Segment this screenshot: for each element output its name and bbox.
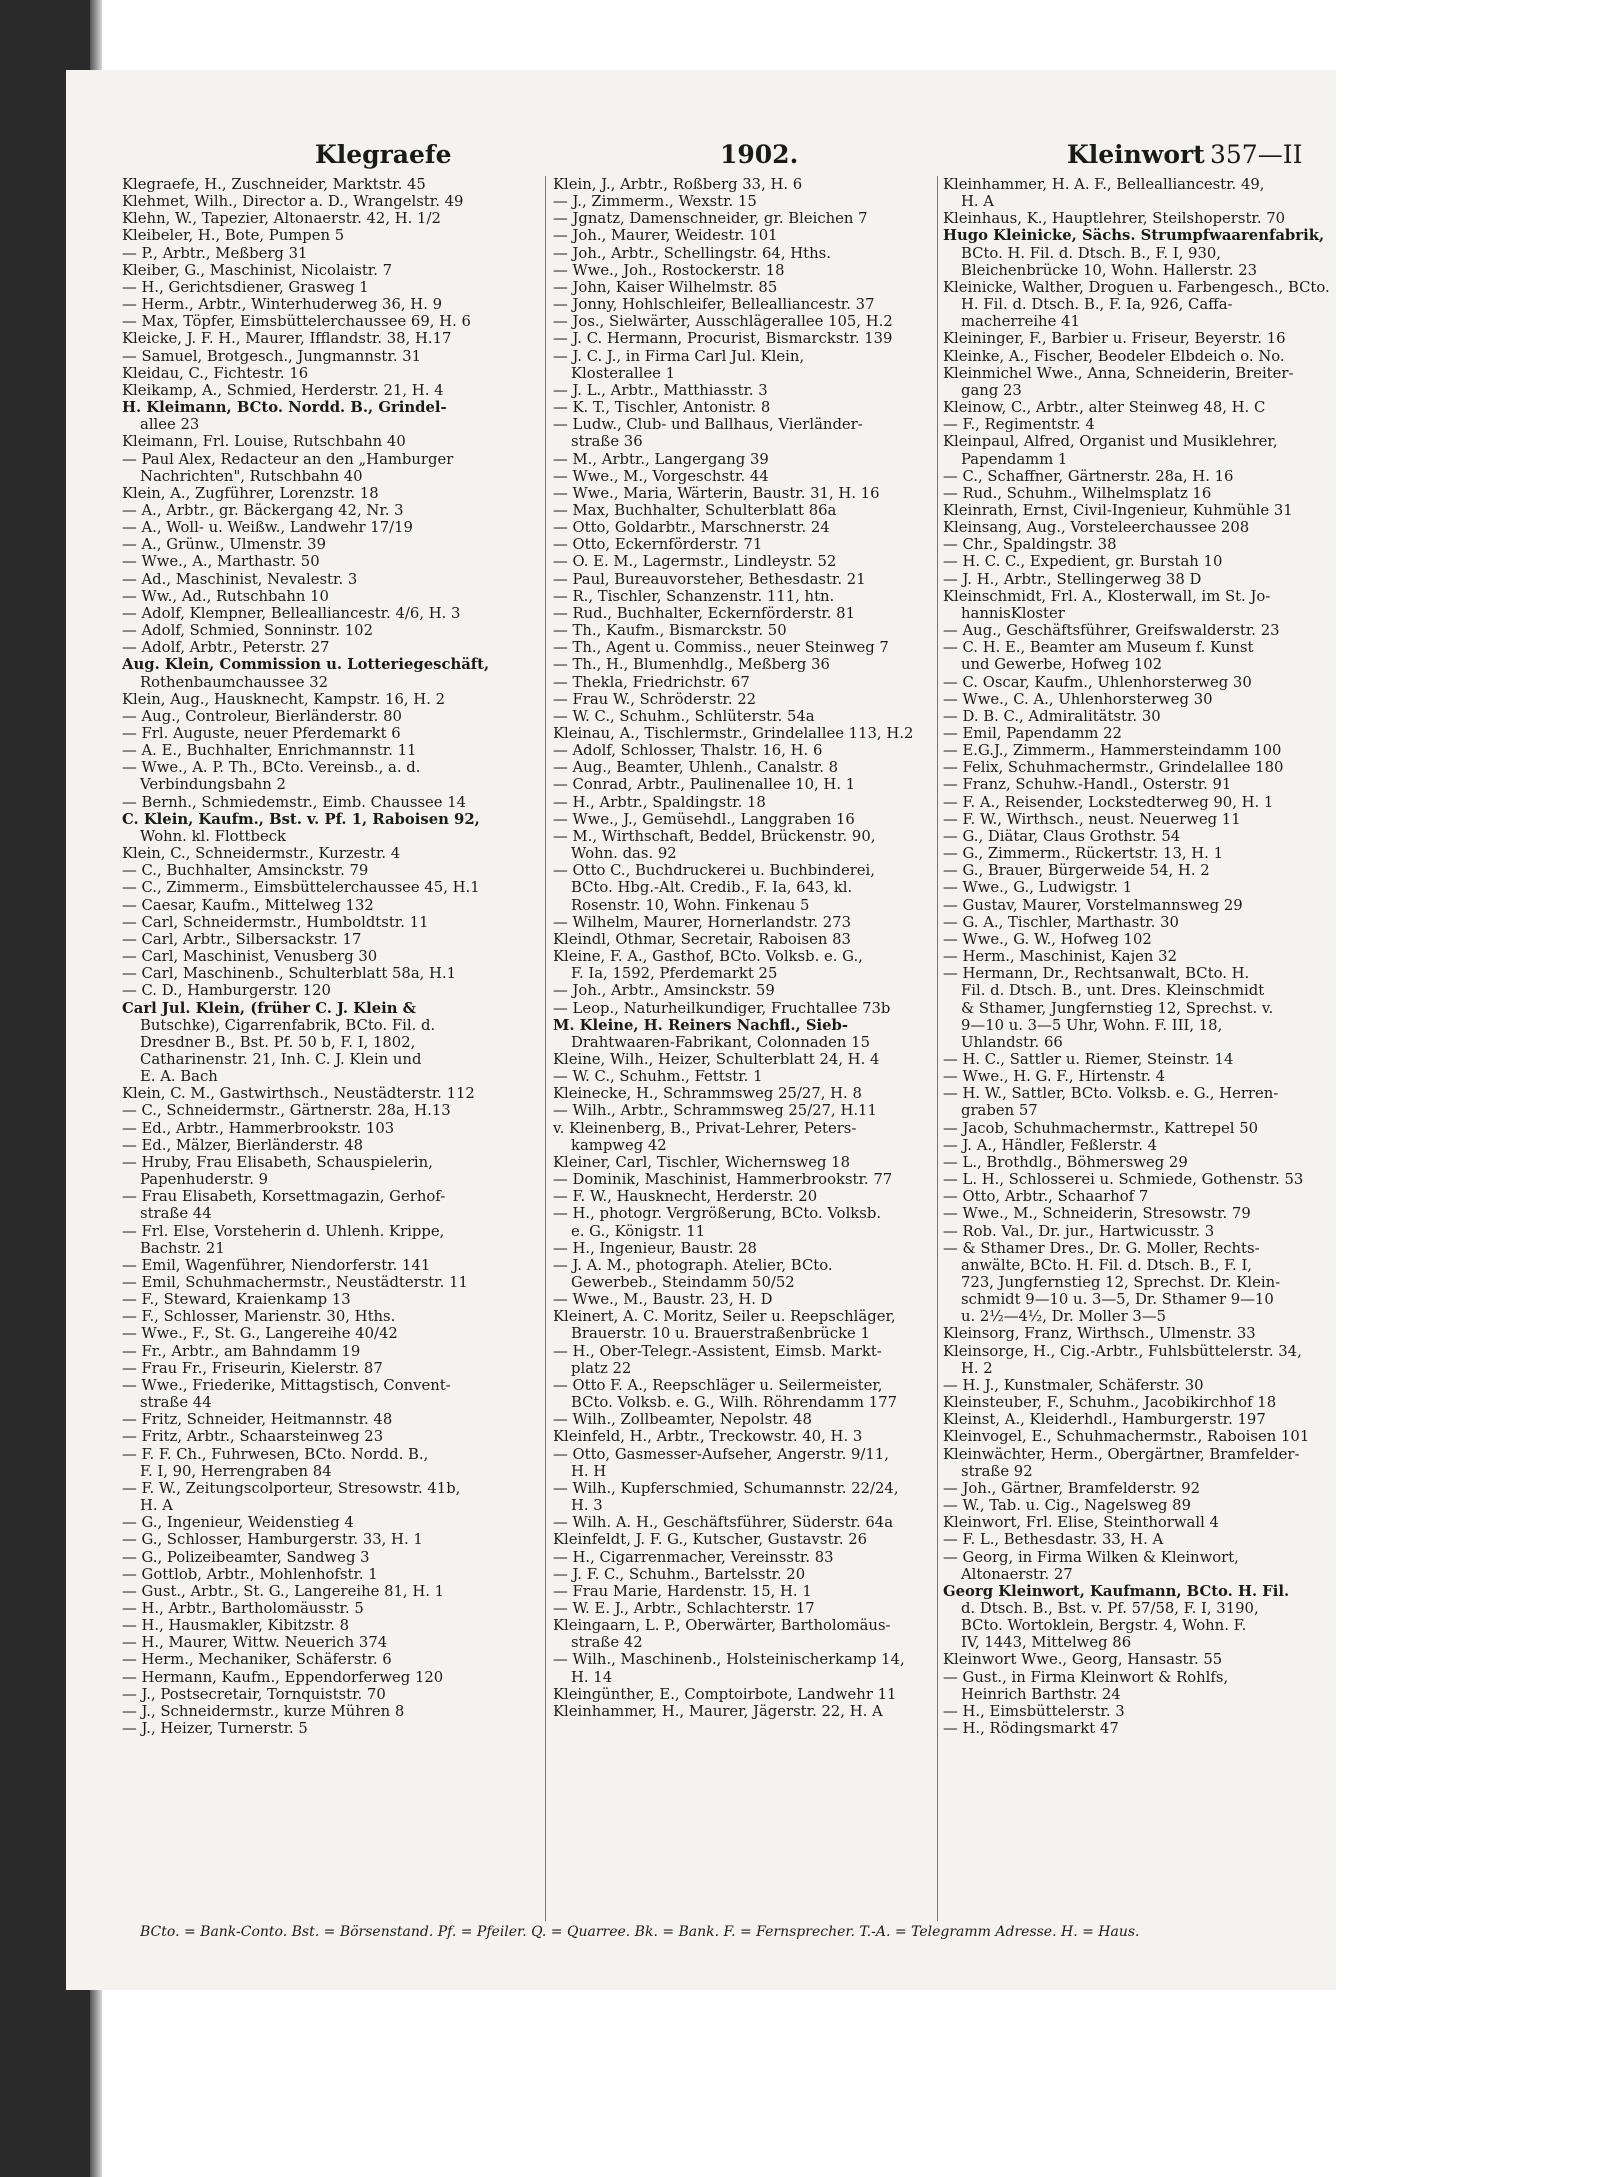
directory-entry-line: — M., Wirthschaft, Beddel, Brückenstr. 90,: [553, 827, 876, 845]
directory-entry-line: Kleimann, Frl. Louise, Rutschbahn 40: [122, 433, 406, 451]
directory-entry-line: — F., Regimentstr. 4: [943, 416, 1095, 434]
directory-entry-line: & Sthamer, Jungfernstieg 12, Sprechst. v.: [961, 999, 1274, 1017]
directory-entry-line: — L. H., Schlosserei u. Schmiede, Gothenstr. 53: [943, 1171, 1304, 1189]
directory-entry-line: — Wwe., Maria, Wärterin, Baustr. 31, H. 16: [553, 484, 880, 502]
directory-entry-line: Nachrichten", Rutschbahn 40: [140, 467, 363, 485]
directory-entry-line: straße 44: [140, 1205, 212, 1223]
directory-entry-line: — Wwe., H. G. F., Hirtenstr. 4: [943, 1068, 1166, 1086]
directory-entry-line: Rosenstr. 10, Wohn. Finkenau 5: [571, 896, 810, 914]
directory-entry-line: Kleidau, C., Fichtestr. 16: [122, 364, 309, 382]
directory-entry-line: — Rud., Schuhm., Wilhelmsplatz 16: [943, 484, 1212, 502]
directory-entry-line: — Wwe., F., St. G., Langereihe 40/42: [122, 1325, 398, 1343]
directory-entry-line: F. Ia, 1592, Pferdemarkt 25: [571, 965, 778, 983]
directory-entry-line: — Carl, Schneidermstr., Humboldtstr. 11: [122, 913, 429, 931]
directory-entry-line: — H. C. C., Expedient, gr. Burstah 10: [943, 553, 1223, 571]
directory-entry-line: — C., Schaffner, Gärtnerstr. 28a, H. 16: [943, 467, 1234, 485]
directory-entry-line: straße 44: [140, 1394, 212, 1412]
directory-entry-line: — A., Grünw., Ulmenstr. 39: [122, 536, 327, 554]
directory-entry-line: straße 92: [961, 1462, 1033, 1480]
directory-entry-line: — J., Zimmerm., Wexstr. 15: [553, 193, 757, 211]
directory-entry-line: — Joh., Arbtr., Schellingstr. 64, Hths.: [553, 244, 831, 262]
directory-entry-line: — O. E. M., Lagermstr., Lindleystr. 52: [553, 553, 837, 571]
directory-entry-line: BCto. Hbg.-Alt. Credib., F. Ia, 643, kl.: [571, 879, 853, 897]
directory-entry-line: graben 57: [961, 1102, 1038, 1120]
directory-entry-line: Kleinhaus, K., Hauptlehrer, Steilshoperstr. 70: [943, 210, 1286, 228]
directory-entry-line: Wohn. kl. Flottbeck: [140, 827, 286, 845]
directory-entry-line: — Wwe., M., Schneiderin, Stresowstr. 79: [943, 1205, 1251, 1223]
directory-entry-line: — Wilhelm, Maurer, Hornerlandstr. 273: [553, 913, 851, 931]
directory-entry-line: Kleinsorge, H., Cig.-Arbtr., Fuhlsbüttelerstr. 34,: [943, 1342, 1302, 1360]
directory-entry-line: Kleinrath, Ernst, Civil-Ingenieur, Kuhmühle 31: [943, 501, 1293, 519]
directory-entry-line: — Ludw., Club- und Ballhaus, Vierländer-: [553, 416, 863, 434]
directory-entry-line: gang 23: [961, 381, 1022, 399]
directory-entry-line: — Max, Buchhalter, Schulterblatt 86a: [553, 501, 837, 519]
directory-entry-line: H. H: [571, 1462, 607, 1480]
directory-entry-line: — Emil, Wagenführer, Niendorferstr. 141: [122, 1256, 431, 1274]
directory-entry-line: Kleinst, A., Kleiderhdl., Hamburgerstr. 197: [943, 1411, 1266, 1429]
directory-entry-line: d. Dtsch. B., Bst. v. Pf. 57/58, F. I, 3190,: [961, 1599, 1259, 1617]
directory-entry-line: Kleinsang, Aug., Vorsteleerchaussee 208: [943, 519, 1250, 537]
directory-entry-line: Kleinicke, Walther, Droguen u. Farbengesch., BCto.: [943, 278, 1330, 296]
directory-entry-line: — H., Arbtr., Bartholomäusstr. 5: [122, 1599, 364, 1617]
directory-entry-line: — C., Schneidermstr., Gärtnerstr. 28a, H.13: [122, 1102, 451, 1120]
directory-entry-line: — Otto, Arbtr., Schaarhof 7: [943, 1188, 1149, 1206]
directory-entry-line: — Herm., Arbtr., Winterhuderweg 36, H. 9: [122, 296, 443, 314]
directory-entry-line: Bleichenbrücke 10, Wohn. Hallerstr. 23: [961, 261, 1258, 279]
directory-entry-line: 723, Jungfernstieg 12, Sprechst. Dr. Klein-: [961, 1274, 1281, 1291]
directory-entry-line: Rothenbaumchaussee 32: [140, 673, 329, 691]
directory-entry-line: — Bernh., Schmiedemstr., Eimb. Chaussee 14: [122, 793, 467, 811]
directory-entry-line: — C., Buchhalter, Amsinckstr. 79: [122, 862, 369, 880]
directory-entry-line: — F. L., Bethesdastr. 33, H. A: [943, 1531, 1164, 1549]
directory-entry-line: — Otto F. A., Reepschläger u. Seilermeister,: [553, 1376, 883, 1394]
directory-entry-line: Kleindl, Othmar, Secretair, Raboisen 83: [553, 930, 851, 948]
directory-entry-line: IV, 1443, Mittelweg 86: [961, 1634, 1132, 1652]
directory-entry-line: — Franz, Schuhw.-Handl., Osterstr. 91: [943, 776, 1232, 794]
directory-entry-line: H. Fil. d. Dtsch. B., F. Ia, 926, Caffa-: [961, 296, 1233, 314]
directory-entry-line: — Wwe., A., Marthastr. 50: [122, 553, 320, 571]
directory-entry-line: — F. W., Zeitungscolporteur, Stresowstr. 41b,: [122, 1479, 461, 1497]
directory-entry-line: Butschke), Cigarrenfabrik, BCto. Fil. d.: [140, 1016, 436, 1034]
directory-entry-line: — Frau Fr., Friseurin, Kielerstr. 87: [122, 1359, 383, 1377]
directory-entry-line: Kleinwächter, Herm., Obergärtner, Bramfelder-: [943, 1445, 1300, 1463]
directory-entry-line: Heinrich Barthstr. 24: [961, 1685, 1121, 1703]
directory-entry-line: — Otto, Gasmesser-Aufseher, Angerstr. 9/11,: [553, 1445, 889, 1463]
directory-entry-line: Klein, Aug., Hausknecht, Kampstr. 16, H. 2: [122, 690, 446, 708]
directory-entry-line: — Fritz, Schneider, Heitmannstr. 48: [122, 1411, 393, 1429]
directory-entry-line: H. 3: [571, 1497, 603, 1515]
directory-entry-line: F. I, 90, Herrengraben 84: [140, 1462, 332, 1480]
directory-entry-line: — F. A., Reisender, Lockstedterweg 90, H. 1: [943, 793, 1274, 811]
directory-entry-line: anwälte, BCto. H. Fil. d. Dtsch. B., F. I,: [961, 1256, 1253, 1274]
directory-entry-line: Kleikamp, A., Schmied, Herderstr. 21, H. 4: [122, 381, 444, 399]
directory-entry-line: — G., Ingenieur, Weidenstieg 4: [122, 1514, 354, 1532]
directory-entry-line: Kleininger, F., Barbier u. Friseur, Beyerstr. 16: [943, 330, 1286, 348]
directory-entry-line: Bachstr. 21: [140, 1239, 225, 1257]
directory-entry-line: e. G., Königstr. 11: [571, 1222, 706, 1240]
directory-entry-line: — H., Hausmakler, Kibitzstr. 8: [122, 1617, 350, 1635]
directory-column-1: [122, 176, 540, 1921]
directory-entry-line: Kleinow, C., Arbtr., alter Steinweg 48, H. C: [943, 399, 1266, 417]
directory-entry-line: H. Kleimann, BCto. Nordd. B., Grindel-: [122, 399, 447, 417]
directory-entry-line: — Felix, Schuhmachermstr., Grindelallee 180: [943, 759, 1284, 777]
directory-entry-line: Kleinwort, Frl. Elise, Steinthorwall 4: [943, 1514, 1219, 1532]
directory-entry-line: — H., photogr. Vergrößerung, BCto. Volksb.: [553, 1205, 882, 1223]
directory-entry-line: — H., Rödingsmarkt 47: [943, 1720, 1119, 1738]
directory-entry-line: — & Sthamer Dres., Dr. G. Moller, Rechts-: [943, 1239, 1260, 1257]
directory-entry-line: — G., Schlosser, Hamburgerstr. 33, H. 1: [122, 1531, 423, 1549]
directory-entry-line: Altonaerstr. 27: [961, 1565, 1073, 1583]
directory-entry-line: Kleinke, A., Fischer, Beodeler Elbdeich o. No.: [943, 347, 1285, 365]
directory-entry-line: H. 2: [961, 1359, 993, 1377]
directory-entry-line: Kleinfeld, H., Arbtr., Treckowstr. 40, H. 3: [553, 1428, 863, 1446]
directory-entry-line: — John, Kaiser Wilhelmstr. 85: [553, 278, 778, 296]
directory-entry-line: — Joh., Arbtr., Amsinckstr. 59: [553, 982, 775, 1000]
directory-entry-line: — Carl, Arbtr., Silbersackstr. 17: [122, 930, 362, 948]
directory-entry-line: Klein, A., Zugführer, Lorenzstr. 18: [122, 484, 379, 502]
directory-column-2: [553, 176, 933, 1921]
directory-entry-line: — Frau W., Schröderstr. 22: [553, 690, 757, 708]
directory-entry-line: — Wwe., Joh., Rostockerstr. 18: [553, 261, 785, 279]
directory-entry-line: — J., Schneidermstr., kurze Mühren 8: [122, 1702, 405, 1720]
directory-entry-line: — J. C. Hermann, Procurist, Bismarckstr. 139: [553, 330, 893, 348]
directory-entry-line: — C. Oscar, Kaufm., Uhlenhorsterweg 30: [943, 673, 1252, 691]
directory-entry-line: — M., Arbtr., Langergang 39: [553, 450, 769, 468]
directory-entry-line: — H. W., Sattler, BCto. Volksb. e. G., Herren-: [943, 1085, 1279, 1103]
directory-entry-line: Kleinhammer, H., Maurer, Jägerstr. 22, H. A: [553, 1702, 883, 1720]
directory-entry-line: BCto. Wortoklein, Bergstr. 4, Wohn. F.: [961, 1617, 1247, 1635]
directory-entry-line: — Hruby, Frau Elisabeth, Schauspielerin,: [122, 1153, 433, 1171]
directory-entry-line: — Wilh., Arbtr., Schrammsweg 25/27, H.11: [553, 1102, 877, 1120]
directory-entry-line: Kleinhammer, H. A. F., Bellealliancestr. 49,: [943, 176, 1265, 193]
directory-entry-line: — G., Brauer, Bürgerweide 54, H. 2: [943, 862, 1210, 880]
directory-entry-line: — Jos., Sielwärter, Ausschlägerallee 105, H.2: [553, 313, 893, 331]
directory-entry-line: Brauerstr. 10 u. Brauerstraßenbrücke 1: [571, 1325, 870, 1343]
directory-entry-line: — Leop., Naturheilkundiger, Fruchtallee 73b: [553, 999, 891, 1017]
directory-entry-line: — Georg, in Firma Wilken & Kleinwort,: [943, 1548, 1239, 1566]
directory-entry-line: hannisKloster: [961, 604, 1065, 622]
directory-entry-line: Drahtwaaren-Fabrikant, Colonnaden 15: [571, 1033, 870, 1051]
directory-entry-line: Georg Kleinwort, Kaufmann, BCto. H. Fil.: [943, 1582, 1290, 1600]
directory-entry-line: — Wwe., J., Gemüsehdl., Langgraben 16: [553, 810, 855, 828]
directory-entry-line: — Otto C., Buchdruckerei u. Buchbinderei,: [553, 862, 875, 880]
directory-entry-line: — Ww., Ad., Rutschbahn 10: [122, 587, 329, 605]
directory-entry-line: Kleinsorg, Franz, Wirthsch., Ulmenstr. 33: [943, 1325, 1256, 1343]
directory-entry-line: — Samuel, Brotgesch., Jungmannstr. 31: [122, 347, 422, 365]
directory-entry-line: — E.G.J., Zimmerm., Hammersteindamm 100: [943, 742, 1282, 760]
directory-entry-line: Kleinecke, H., Schrammsweg 25/27, H. 8: [553, 1085, 862, 1103]
directory-entry-line: — Ad., Maschinist, Nevalestr. 3: [122, 570, 358, 588]
directory-entry-line: — J. C. J., in Firma Carl Jul. Klein,: [553, 347, 805, 365]
directory-entry-line: Kleinschmidt, Frl. A., Klosterwall, im St. Jo-: [943, 587, 1271, 605]
directory-entry-line: Kleingaarn, L. P., Oberwärter, Bartholomäus-: [553, 1617, 891, 1635]
directory-entry-line: — Joh., Maurer, Weidestr. 101: [553, 227, 778, 245]
directory-entry-line: — Wwe., M., Vorgeschstr. 44: [553, 467, 769, 485]
directory-entry-line: — Wilh., Zollbeamter, Nepolstr. 48: [553, 1411, 812, 1429]
directory-entry-line: — Emil, Papendamm 22: [943, 725, 1122, 742]
directory-entry-line: kampweg 42: [571, 1136, 667, 1154]
directory-entry-line: — Conrad, Arbtr., Paulinenallee 10, H. 1: [553, 776, 856, 794]
directory-entry-line: — L., Brothdlg., Böhmersweg 29: [943, 1153, 1188, 1171]
directory-entry-line: — F. W., Hausknecht, Herderstr. 20: [553, 1188, 818, 1206]
directory-entry-line: — J. A. M., photograph. Atelier, BCto.: [553, 1256, 833, 1274]
directory-entry-line: — Herm., Maschinist, Kajen 32: [943, 948, 1177, 966]
directory-entry-line: — P., Arbtr., Meßberg 31: [122, 244, 308, 262]
directory-entry-line: — H., Ingenieur, Baustr. 28: [553, 1239, 757, 1257]
directory-entry-line: — J., Postsecretair, Tornquiststr. 70: [122, 1685, 386, 1703]
directory-entry-line: — Joh., Gärtner, Bramfelderstr. 92: [943, 1479, 1201, 1497]
directory-entry-line: — H., Eimsbüttelerstr. 3: [943, 1702, 1125, 1720]
directory-entry-line: — H., Gerichtsdiener, Grasweg 1: [122, 278, 369, 296]
directory-entry-line: — Caesar, Kaufm., Mittelweg 132: [122, 896, 374, 914]
directory-entry-line: H. 14: [571, 1668, 613, 1686]
directory-entry-line: — Jacob, Schuhmachermstr., Kattrepel 50: [943, 1119, 1259, 1137]
directory-entry-line: Gewerbeb., Steindamm 50/52: [571, 1274, 795, 1291]
directory-entry-line: — A., Arbtr., gr. Bäckergang 42, Nr. 3: [122, 501, 404, 519]
header-left-catchword: Klegraefe: [315, 140, 452, 169]
column-rule: [545, 176, 546, 1921]
directory-entry-line: — Jgnatz, Damenschneider, gr. Bleichen 7: [553, 210, 868, 228]
directory-entry-line: — Otto, Goldarbtr., Marschnerstr. 24: [553, 519, 830, 537]
directory-entry-line: platz 22: [571, 1359, 632, 1377]
directory-entry-line: und Gewerbe, Hofweg 102: [961, 656, 1163, 674]
directory-entry-line: — Fritz, Arbtr., Schaarsteinweg 23: [122, 1428, 384, 1446]
directory-entry-line: — Otto, Eckernförderstr. 71: [553, 536, 763, 554]
directory-entry-line: schmidt 9—10 u. 3—5, Dr. Sthamer 9—10: [961, 1291, 1274, 1309]
directory-entry-line: — A. E., Buchhalter, Enrichmannstr. 11: [122, 742, 417, 760]
directory-entry-line: — Rob. Val., Dr. jur., Hartwicusstr. 3: [943, 1222, 1215, 1240]
directory-entry-line: Kleiber, G., Maschinist, Nicolaistr. 7: [122, 261, 393, 279]
directory-entry-line: Verbindungsbahn 2: [140, 776, 286, 794]
directory-entry-line: — R., Tischler, Schanzenstr. 111, htn.: [553, 587, 835, 605]
directory-entry-line: — C. H. E., Beamter am Museum f. Kunst: [943, 639, 1254, 657]
directory-entry-line: Uhlandstr. 66: [961, 1033, 1063, 1051]
directory-entry-line: — H., Cigarrenmacher, Vereinsstr. 83: [553, 1548, 834, 1566]
directory-entry-line: — Ed., Mälzer, Bierländerstr. 48: [122, 1136, 364, 1154]
directory-entry-line: Klosterallee 1: [571, 364, 675, 382]
directory-entry-line: — F., Steward, Kraienkamp 13: [122, 1291, 351, 1309]
abbreviation-legend: BCto. = Bank-Conto. Bst. = Börsenstand. Pf. = Pfeiler. Q. = Quarree. Bk. = Bank. F. = Fernsprecher. T.-A. = Telegramm Adresse. H. = Haus.: [140, 1924, 1140, 1940]
page-header: [0, 140, 1600, 176]
directory-entry-line: — H. C., Sattler u. Riemer, Steinstr. 14: [943, 1050, 1234, 1068]
directory-entry-line: — Max, Töpfer, Eimsbüttelerchaussee 69, H. 6: [122, 313, 471, 331]
directory-entry-line: BCto. Volksb. e. G., Wilh. Röhrendamm 177: [571, 1394, 898, 1412]
directory-entry-line: — G., Polizeibeamter, Sandweg 3: [122, 1548, 370, 1566]
directory-entry-line: — Wwe., G., Ludwigstr. 1: [943, 879, 1133, 897]
directory-entry-line: — H., Ober-Telegr.-Assistent, Eimsb. Markt-: [553, 1342, 882, 1360]
directory-entry-line: — Frau Marie, Hardenstr. 15, H. 1: [553, 1582, 812, 1600]
directory-column-3: [943, 176, 1338, 1921]
directory-entry-line: Kleinau, A., Tischlermstr., Grindelallee 113, H.2: [553, 725, 914, 742]
directory-entry-line: Papendamm 1: [961, 450, 1068, 468]
directory-entry-line: Catharinenstr. 21, Inh. C. J. Klein und: [140, 1050, 422, 1068]
directory-entry-line: straße 36: [571, 433, 643, 451]
directory-entry-line: — Herm., Mechaniker, Schäferstr. 6: [122, 1651, 392, 1669]
directory-entry-line: — J. H., Arbtr., Stellingerweg 38 D: [943, 570, 1202, 588]
directory-entry-line: — A., Woll- u. Weißw., Landwehr 17/19: [122, 519, 413, 537]
directory-entry-line: — W. E. J., Arbtr., Schlachterstr. 17: [553, 1599, 815, 1617]
directory-entry-line: Kleinpaul, Alfred, Organist und Musiklehrer,: [943, 433, 1278, 451]
directory-entry-line: — K. T., Tischler, Antonistr. 8: [553, 399, 771, 417]
directory-entry-line: — Paul Alex, Redacteur an den „Hamburger: [122, 450, 454, 468]
column-rule: [937, 176, 938, 1921]
directory-entry-line: Klehmet, Wilh., Director a. D., Wrangelstr. 49: [122, 193, 464, 211]
directory-entry-line: BCto. H. Fil. d. Dtsch. B., F. I, 930,: [961, 244, 1221, 262]
directory-entry-line: C. Klein, Kaufm., Bst. v. Pf. 1, Raboisen 92,: [122, 810, 480, 828]
directory-entry-line: — Rud., Buchhalter, Eckernförderstr. 81: [553, 604, 856, 622]
directory-entry-line: H. A: [961, 193, 994, 211]
directory-entry-line: Kleinfeldt, J. F. G., Kutscher, Gustavstr. 26: [553, 1531, 868, 1549]
directory-entry-line: — W. C., Schuhm., Fettstr. 1: [553, 1068, 763, 1086]
directory-entry-line: — Adolf, Schmied, Sonninstr. 102: [122, 622, 374, 640]
directory-entry-line: — Jonny, Hohlschleifer, Bellealliancestr. 37: [553, 296, 875, 314]
directory-entry-line: Kleingünther, E., Comptoirbote, Landwehr 11: [553, 1685, 897, 1703]
directory-entry-line: — Ed., Arbtr., Hammerbrookstr. 103: [122, 1119, 395, 1137]
directory-entry-line: — Frau Elisabeth, Korsettmagazin, Gerhof-: [122, 1188, 446, 1206]
directory-entry-line: Dresdner B., Bst. Pf. 50 b, F. I, 1802,: [140, 1033, 416, 1051]
directory-entry-line: — Carl, Maschinenb., Schulterblatt 58a, H.1: [122, 965, 457, 983]
directory-entry-line: — Gustav, Maurer, Vorstelmannsweg 29: [943, 896, 1243, 914]
directory-entry-line: macherreihe 41: [961, 313, 1080, 331]
directory-entry-line: — Th., H., Blumenhdlg., Meßberg 36: [553, 656, 830, 674]
directory-entry-line: u. 2½—4½, Dr. Moller 3—5: [961, 1308, 1167, 1326]
directory-entry-line: Klein, C. M., Gastwirthsch., Neustädterstr. 112: [122, 1085, 475, 1103]
directory-entry-line: Kleicke, J. F. H., Maurer, Ifflandstr. 38, H.17: [122, 330, 452, 348]
directory-entry-line: — Gust., Arbtr., St. G., Langereihe 81, H. 1: [122, 1582, 445, 1600]
directory-entry-line: Kleinmichel Wwe., Anna, Schneiderin, Breiter-: [943, 364, 1294, 382]
directory-entry-line: Papenhuderstr. 9: [140, 1171, 269, 1189]
directory-entry-line: Carl Jul. Klein, (früher C. J. Klein &: [122, 999, 416, 1017]
directory-entry-line: — Wilh., Maschinenb., Holsteinischerkamp 14,: [553, 1651, 905, 1669]
directory-entry-line: — C., Zimmerm., Eimsbüttelerchaussee 45, H.1: [122, 879, 480, 897]
directory-entry-line: Klegraefe, H., Zuschneider, Marktstr. 45: [122, 176, 426, 193]
directory-entry-line: — Thekla, Friedrichstr. 67: [553, 673, 750, 691]
directory-entry-line: — Aug., Geschäftsführer, Greifswalderstr. 23: [943, 622, 1280, 640]
directory-entry-line: Kleinert, A. C. Moritz, Seiler u. Reepschläger,: [553, 1308, 896, 1326]
directory-entry-line: — D. B. C., Admiralitätstr. 30: [943, 707, 1161, 725]
directory-entry-line: — Emil, Schuhmachermstr., Neustädterstr. 11: [122, 1274, 468, 1291]
directory-entry-line: Kleine, F. A., Gasthof, BCto. Volksb. e. G.,: [553, 948, 863, 966]
directory-entry-line: — Wwe., A. P. Th., BCto. Vereinsb., a. d.: [122, 759, 421, 777]
directory-entry-line: — H., Maurer, Wittw. Neuerich 374: [122, 1634, 388, 1652]
directory-entry-line: straße 42: [571, 1634, 643, 1652]
directory-entry-line: — Gottlob, Arbtr., Mohlenhofstr. 1: [122, 1565, 378, 1583]
directory-entry-line: — F., Schlosser, Marienstr. 30, Hths.: [122, 1308, 396, 1326]
header-right-catchword: Kleinwort: [1067, 140, 1205, 169]
directory-entry-line: v. Kleinenberg, B., Privat-Lehrer, Peters-: [553, 1119, 857, 1137]
directory-entry-line: — G. A., Tischler, Marthastr. 30: [943, 913, 1179, 931]
directory-entry-line: — Gust., in Firma Kleinwort & Rohlfs,: [943, 1668, 1229, 1686]
directory-entry-line: — Hermann, Dr., Rechtsanwalt, BCto. H.: [943, 965, 1250, 983]
directory-entry-line: — Adolf, Arbtr., Peterstr. 27: [122, 639, 330, 657]
directory-entry-line: allee 23: [140, 416, 200, 434]
directory-entry-line: Kleinvogel, E., Schuhmachermstr., Raboisen 101: [943, 1428, 1310, 1446]
directory-entry-line: — Aug., Controleur, Bierländerstr. 80: [122, 707, 402, 725]
directory-entry-line: Klein, J., Arbtr., Roßberg 33, H. 6: [553, 176, 803, 193]
directory-entry-line: — Frl. Else, Vorsteherin d. Uhlenh. Krippe,: [122, 1222, 445, 1240]
directory-entry-line: — Hermann, Kaufm., Eppendorferweg 120: [122, 1668, 444, 1686]
directory-entry-line: Hugo Kleinicke, Sächs. Strumpfwaarenfabrik,: [943, 227, 1325, 245]
directory-entry-line: — Adolf, Klempner, Bellealliancestr. 4/6, H. 3: [122, 604, 461, 622]
directory-entry-line: — W., Tab. u. Cig., Nagelsweg 89: [943, 1497, 1191, 1515]
directory-entry-line: — G., Diätar, Claus Grothstr. 54: [943, 827, 1181, 845]
directory-entry-line: — Wwe., G. W., Hofweg 102: [943, 930, 1152, 948]
directory-entry-line: — Carl, Maschinist, Venusberg 30: [122, 948, 378, 966]
directory-entry-line: — Chr., Spaldingstr. 38: [943, 536, 1117, 554]
header-page-number: 357—II: [1210, 140, 1303, 169]
directory-entry-line: — H., Arbtr., Spaldingstr. 18: [553, 793, 766, 811]
directory-entry-line: 9—10 u. 3—5 Uhr, Wohn. F. III, 18,: [961, 1016, 1223, 1034]
directory-entry-line: — Th., Kaufm., Bismarckstr. 50: [553, 622, 787, 640]
directory-entry-line: Kleine, Wilh., Heizer, Schulterblatt 24, H. 4: [553, 1050, 880, 1068]
directory-entry-line: — Fr., Arbtr., am Bahndamm 19: [122, 1342, 361, 1360]
directory-entry-line: — Aug., Beamter, Uhlenh., Canalstr. 8: [553, 759, 839, 777]
directory-entry-line: Fil. d. Dtsch. B., unt. Dres. Kleinschmidt: [961, 982, 1265, 1000]
directory-entry-line: — Wilh. A. H., Geschäftsführer, Süderstr. 64a: [553, 1514, 894, 1532]
directory-entry-line: — W. C., Schuhm., Schlüterstr. 54a: [553, 707, 815, 725]
directory-entry-line: H. A: [140, 1497, 173, 1515]
directory-entry-line: Klein, C., Schneidermstr., Kurzestr. 4: [122, 845, 401, 863]
directory-entry-line: — Th., Agent u. Commiss., neuer Steinweg 7: [553, 639, 889, 657]
directory-entry-line: — Wwe., M., Baustr. 23, H. D: [553, 1291, 773, 1309]
directory-entry-line: Wohn. das. 92: [571, 845, 677, 863]
directory-entry-line: M. Kleine, H. Reiners Nachfl., Sieb-: [553, 1016, 849, 1034]
header-year: 1902.: [720, 140, 799, 169]
directory-entry-line: — J. L., Arbtr., Matthiasstr. 3: [553, 381, 768, 399]
directory-entry-line: — J., Heizer, Turnerstr. 5: [122, 1720, 308, 1738]
directory-entry-line: Kleinsteuber, F., Schuhm., Jacobikirchhof 18: [943, 1394, 1277, 1412]
directory-entry-line: — F. W., Wirthsch., neust. Neuerweg 11: [943, 810, 1241, 828]
directory-entry-line: — Paul, Bureauvorsteher, Bethesdastr. 21: [553, 570, 866, 588]
directory-entry-line: Kleinwort Wwe., Georg, Hansastr. 55: [943, 1651, 1223, 1669]
directory-entry-line: Kleiner, Carl, Tischler, Wichernsweg 18: [553, 1153, 851, 1171]
directory-entry-line: — C. D., Hamburgerstr. 120: [122, 982, 331, 1000]
directory-entry-line: — Frl. Auguste, neuer Pferdemarkt 6: [122, 725, 401, 742]
directory-entry-line: — G., Zimmerm., Rückertstr. 13, H. 1: [943, 845, 1224, 863]
directory-entry-line: — J. F. C., Schuhm., Bartelsstr. 20: [553, 1565, 806, 1583]
directory-entry-line: — H. J., Kunstmaler, Schäferstr. 30: [943, 1376, 1204, 1394]
directory-entry-line: — Adolf, Schlosser, Thalstr. 16, H. 6: [553, 742, 823, 760]
directory-entry-line: — Wwe., C. A., Uhlenhorsterweg 30: [943, 690, 1213, 708]
directory-entry-line: — Wilh., Kupferschmied, Schumannstr. 22/24,: [553, 1479, 899, 1497]
directory-entry-line: Aug. Klein, Commission u. Lotteriegeschäft,: [122, 656, 490, 674]
directory-entry-line: Kleibeler, H., Bote, Pumpen 5: [122, 227, 345, 245]
directory-entry-line: — Wwe., Friederike, Mittagstisch, Convent-: [122, 1376, 451, 1394]
directory-entry-line: Klehn, W., Tapezier, Altonaerstr. 42, H. 1/2: [122, 210, 441, 228]
directory-entry-line: — J. A., Händler, Feßlerstr. 4: [943, 1136, 1158, 1154]
directory-entry-line: — F. F. Ch., Fuhrwesen, BCto. Nordd. B.,: [122, 1445, 429, 1463]
directory-entry-line: E. A. Bach: [140, 1068, 218, 1086]
directory-entry-line: — Dominik, Maschinist, Hammerbrookstr. 77: [553, 1171, 893, 1189]
